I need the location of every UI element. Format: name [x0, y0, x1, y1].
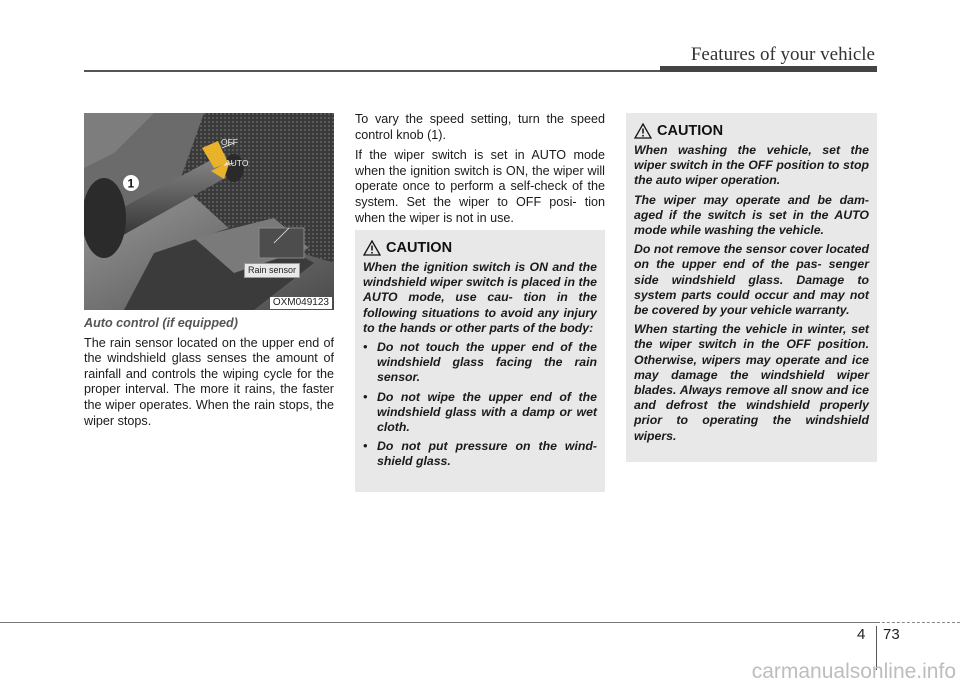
caution-title-text: CAUTION	[657, 123, 724, 139]
caution-intro: When the ignition switch is ON and the windshield wiper switch is placed in the AUTO mode, use cau- tion in the following situations to avoid any injury to the hands or other parts of the body:	[363, 260, 597, 335]
footer-divider	[0, 622, 880, 623]
caution-title-text: CAUTION	[386, 240, 453, 256]
caution-bullet-text: Do not touch the upper end of the windshield glass facing the rain sensor.	[377, 340, 597, 385]
speed-paragraph: To vary the speed setting, turn the speed control knob (1).	[355, 112, 605, 142]
caution-body	[634, 143, 869, 444]
chapter-number: 4	[857, 626, 866, 643]
caution-body	[363, 260, 597, 470]
header-divider-accent	[660, 66, 877, 72]
caution-box-washing	[626, 113, 877, 462]
figure-code: OXM049123	[270, 297, 332, 309]
warning-triangle-icon	[363, 240, 381, 256]
caution-bullet-text: Do not wipe the upper end of the windshield glass with a damp or wet cloth.	[377, 389, 597, 435]
caution-bullet	[363, 439, 597, 469]
left-column	[84, 316, 334, 429]
caution-paragraph: When starting the vehicle in winter, set the wiper switch in the OFF position. Otherwise, wipers may operate and ice may damage the windshield wiper blades. Always remove all snow and ice and defrost the windshield properly prior to operating the windshield wipers.	[634, 322, 869, 443]
caution-bullet	[363, 340, 597, 386]
caution-paragraph: The wiper may operate and be dam- aged if the switch is set in the AUTO mode while washing the vehicle.	[634, 192, 869, 238]
auto-label: AUTO	[225, 158, 249, 168]
off-label: OFF	[221, 137, 238, 147]
warning-triangle-icon	[634, 123, 652, 139]
bullet-dot: •	[363, 389, 368, 404]
auto-control-heading: Auto control (if equipped)	[84, 316, 238, 330]
wiper-switch-illustration	[84, 113, 334, 310]
watermark: carmanualsonline.info	[751, 660, 956, 683]
wiper-switch-figure	[84, 113, 334, 310]
caution-bullet-text: Do not put pressure on the wind- shield glass.	[377, 439, 597, 469]
section-title: Features of your vehicle	[690, 44, 875, 65]
bullet-dot: •	[363, 439, 368, 454]
caution-title	[363, 240, 597, 256]
middle-column	[355, 112, 605, 226]
caution-paragraph: Do not remove the sensor cover located on the upper end of the pas- senger side windshield glass. Damage to system parts could occur and may not be covered by your vehicle warranty.	[634, 242, 869, 318]
caution-paragraph: When washing the vehicle, set the wiper switch in the OFF position to stop the auto wiper operation.	[634, 143, 869, 188]
svg-text:1: 1	[127, 176, 135, 191]
caution-box-ignition	[355, 230, 605, 492]
auto-mode-paragraph: If the wiper switch is set in AUTO mode when the ignition switch is ON, the wiper will operate once to perform a self-check of the system. Set the wiper to OFF posi- tion when the wiper is not in use.	[355, 148, 605, 225]
caution-bullet	[363, 390, 597, 436]
rain-sensor-label: Rain sensor	[244, 263, 300, 278]
rain-sensor-paragraph: The rain sensor located on the upper end of the windshield glass senses the amount of rainfall and controls the wiping cycle for the proper interval. The more it rains, the faster the wiper operates. When the rain stops, the wiper stops.	[84, 335, 334, 428]
bullet-dot: •	[363, 340, 368, 355]
caution-title	[634, 123, 869, 139]
page-number: 73	[883, 626, 900, 643]
